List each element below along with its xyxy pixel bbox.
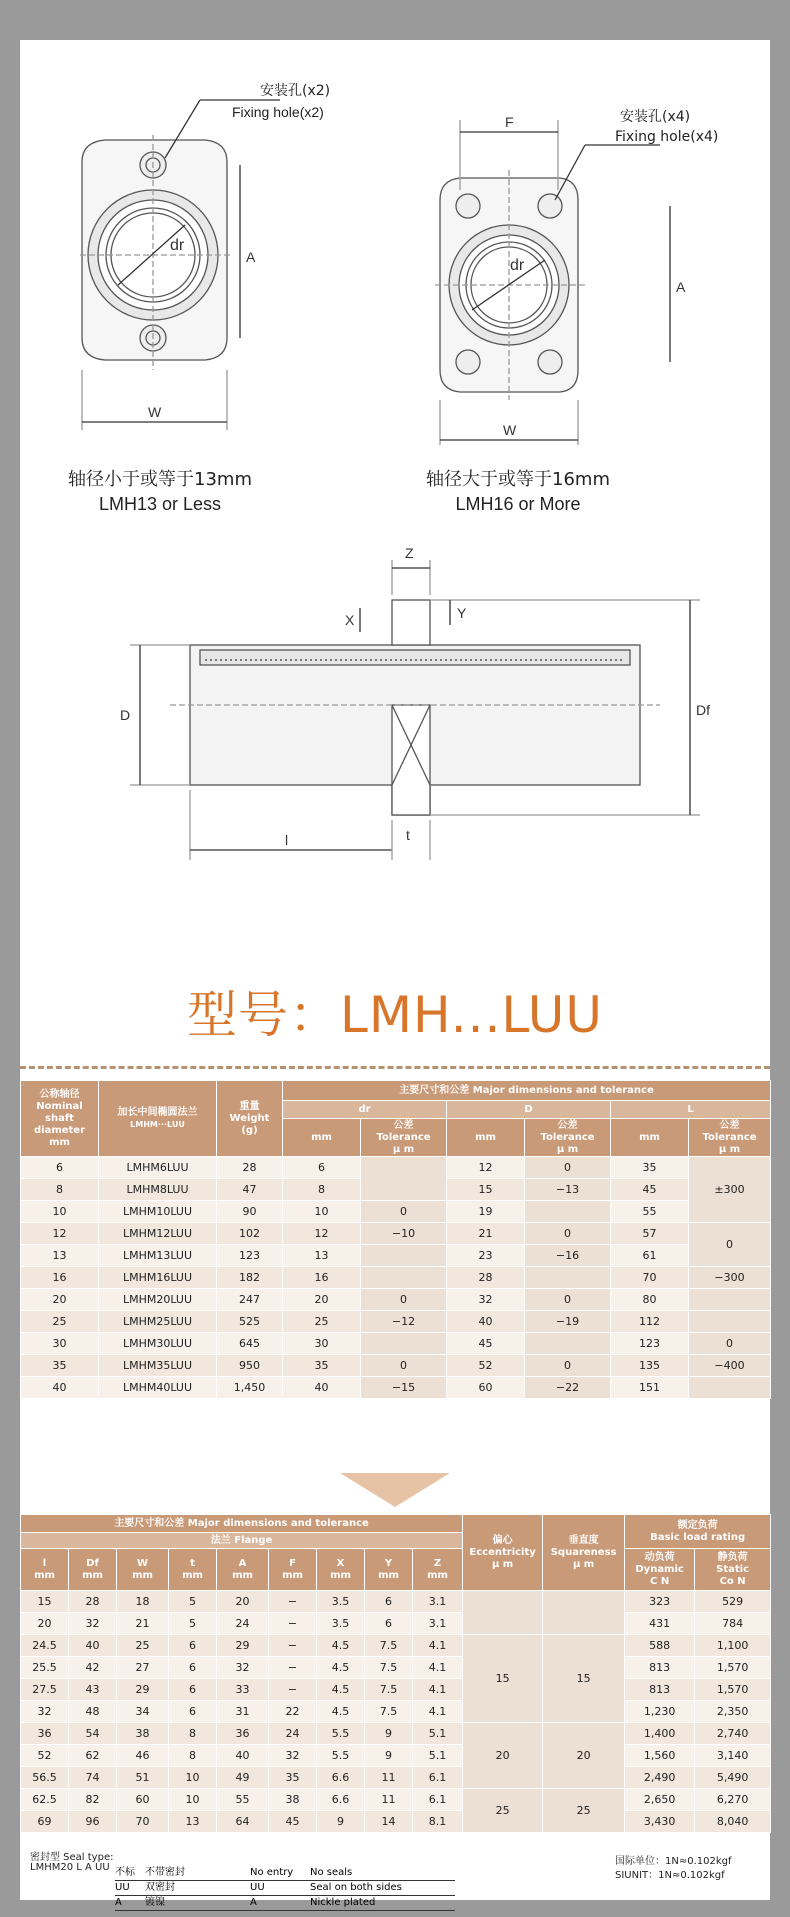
table-row: 52 62 46 8 40 32 5.5 9 5.1 1,560 3,140 xyxy=(21,1745,771,1767)
table-row: 32 48 34 6 31 22 4.5 7.5 4.1 1,230 2,350 xyxy=(21,1701,771,1723)
th2-l: l mm xyxy=(21,1549,69,1591)
side-dim-l: l xyxy=(285,832,289,848)
dim-W-left: W xyxy=(148,404,162,420)
th-L-mm: mm xyxy=(611,1119,689,1157)
th2-load: 额定负荷 Basic load rating xyxy=(625,1515,771,1549)
table-row: 25.5 42 27 6 32 − 4.5 7.5 4.1 813 1,570 xyxy=(21,1657,771,1679)
th-D: D xyxy=(447,1101,611,1119)
table-row: 13 LMHM13LUU 123 13 23 −16 61 xyxy=(21,1245,771,1267)
dimensions-table-1 xyxy=(20,1080,771,1399)
th-weight: 重量 Weight (g) xyxy=(217,1081,283,1157)
dim-dr-left: dr xyxy=(170,237,185,254)
th-nominal: 公称轴径 Nominal shaft diameter mm xyxy=(21,1081,99,1157)
table-row: 56.5 74 51 10 49 35 6.6 11 6.1 2,490 5,490 xyxy=(21,1767,771,1789)
right-caption-cn: 轴径大于或等于16mm xyxy=(426,469,610,490)
th-dr-tol: 公差 Tolerance μ m xyxy=(361,1119,447,1157)
right-caption-en: LMH16 or More xyxy=(455,494,581,514)
th2-W: W mm xyxy=(117,1549,169,1591)
side-dim-Y: Y xyxy=(457,605,467,621)
th2-static: 静负荷 Static Co N xyxy=(695,1549,771,1591)
th-major: 主要尺寸和公差 Major dimensions and tolerance xyxy=(283,1081,771,1101)
seal-legend xyxy=(115,1866,455,1911)
dim-A-left: A xyxy=(246,249,256,265)
th2-Df: Df mm xyxy=(69,1549,117,1591)
label-fixing-hole-right-en: Fixing hole(x4) xyxy=(615,129,719,145)
th2-X: X mm xyxy=(317,1549,365,1591)
table-row: 27.5 43 29 6 33 − 4.5 7.5 4.1 813 1,570 xyxy=(21,1679,771,1701)
table-row: 15 28 18 5 20 − 3.5 6 3.1 323 529 xyxy=(21,1591,771,1613)
table-row: 30 LMHM30LUU 645 30 45 123 0 xyxy=(21,1333,771,1355)
table-row: 8 LMHM8LUU 47 8 15 −13 45 xyxy=(21,1179,771,1201)
side-dim-Z: Z xyxy=(405,545,414,561)
th2-Z: Z mm xyxy=(413,1549,463,1591)
th-dr: dr xyxy=(283,1101,447,1119)
table-row: 12 LMHM12LUU 102 12 −10 21 0 57 0 xyxy=(21,1223,771,1245)
th2-t: t mm xyxy=(169,1549,217,1591)
table-row: 36 54 38 8 36 24 5.5 9 5.1 20 20 1,400 2,740 xyxy=(21,1723,771,1745)
th2-dynamic: 动负荷 Dynamic C N xyxy=(625,1549,695,1591)
dim-W-right: W xyxy=(503,422,517,438)
side-dim-t: t xyxy=(406,827,410,843)
th2-sq: 垂直度 Squareness μ m xyxy=(543,1515,625,1591)
label-fixing-hole-left-en: Fixing hole(x2) xyxy=(232,104,324,120)
dim-F-right: F xyxy=(505,114,514,130)
legend-row: 不标 不带密封 No entry No seals xyxy=(115,1866,455,1881)
table-row: 62.5 82 60 10 55 38 6.6 11 6.1 25 25 2,650 6,270 xyxy=(21,1789,771,1811)
th-D-mm: mm xyxy=(447,1119,525,1157)
th2-major: 主要尺寸和公差 Major dimensions and tolerance xyxy=(21,1515,463,1533)
seal-type-label: 密封型 Seal type: xyxy=(30,1852,114,1863)
down-arrow-icon xyxy=(340,1473,450,1507)
table-row: 16 LMHM16LUU 182 16 28 70 −300 xyxy=(21,1267,771,1289)
table-row: 6 LMHM6LUU 28 6 12 0 35 ±300 xyxy=(21,1157,771,1179)
dim-A-right: A xyxy=(676,279,686,295)
unit-note-1: 国际单位：1N≈0.102kgf xyxy=(615,1856,732,1867)
model-title: 型号：LMH...LUU xyxy=(187,986,603,1044)
th2-F: F mm xyxy=(269,1549,317,1591)
table-row: 20 32 21 5 24 − 3.5 6 3.1 431 784 xyxy=(21,1613,771,1635)
table-row: 69 96 70 13 64 45 9 14 8.1 3,430 8,040 xyxy=(21,1811,771,1833)
table-row: 40 LMHM40LUU 1,450 40 −15 60 −22 151 xyxy=(21,1377,771,1399)
left-flange-drawing xyxy=(80,100,280,430)
table-row: 20 LMHM20LUU 247 20 0 32 0 80 xyxy=(21,1289,771,1311)
th2-A: A mm xyxy=(217,1549,269,1591)
side-section-drawing xyxy=(20,540,770,940)
left-caption-cn: 轴径小于或等于13mm xyxy=(68,469,252,490)
label-fixing-hole-left-cn: 安装孔(x2) xyxy=(260,83,331,99)
dimensions-table-2 xyxy=(20,1514,771,1833)
th2-ecc: 偏心 Eccentricity μ m xyxy=(463,1515,543,1591)
label-fixing-hole-right-cn: 安装孔(x4) xyxy=(620,109,691,125)
legend-row: UU 双密封 UU Seal on both sides xyxy=(115,1881,455,1896)
table-row: 24.5 40 25 6 29 − 4.5 7.5 4.1 15 15 588 1,100 xyxy=(21,1635,771,1657)
page xyxy=(20,40,770,1908)
unit-note-2: SIUNIT：1N≈0.102kgf xyxy=(615,1870,725,1881)
table-row: 35 LMHM35LUU 950 35 0 52 0 135 −400 xyxy=(21,1355,771,1377)
side-dim-D: D xyxy=(120,707,131,723)
table-row: 10 LMHM10LUU 90 10 0 19 55 xyxy=(21,1201,771,1223)
left-caption-en: LMH13 or Less xyxy=(98,494,222,514)
dashed-divider xyxy=(20,1066,770,1069)
right-flange-drawing xyxy=(435,120,670,445)
th-D-tol: 公差 Tolerance μ m xyxy=(525,1119,611,1157)
th-dr-mm: mm xyxy=(283,1119,361,1157)
th2-Y: Y mm xyxy=(365,1549,413,1591)
dim-dr-right: dr xyxy=(510,257,525,274)
th-L-tol: 公差 Tolerance μ m xyxy=(689,1119,771,1157)
legend-row: A 镀镍 A Nickle plated xyxy=(115,1896,455,1911)
table-row: 25 LMHM25LUU 525 25 −12 40 −19 112 xyxy=(21,1311,771,1333)
side-dim-Df: Df xyxy=(696,702,710,718)
seal-type-example: LMHM20 L A UU xyxy=(30,1862,110,1873)
th-L: L xyxy=(611,1101,771,1119)
flange-front-drawings xyxy=(20,40,770,450)
th2-flange: 法兰 Flange xyxy=(21,1533,463,1549)
th-model: 加长中间椭圆法兰 LMHM···LUU xyxy=(99,1081,217,1157)
side-dim-X: X xyxy=(345,612,355,628)
